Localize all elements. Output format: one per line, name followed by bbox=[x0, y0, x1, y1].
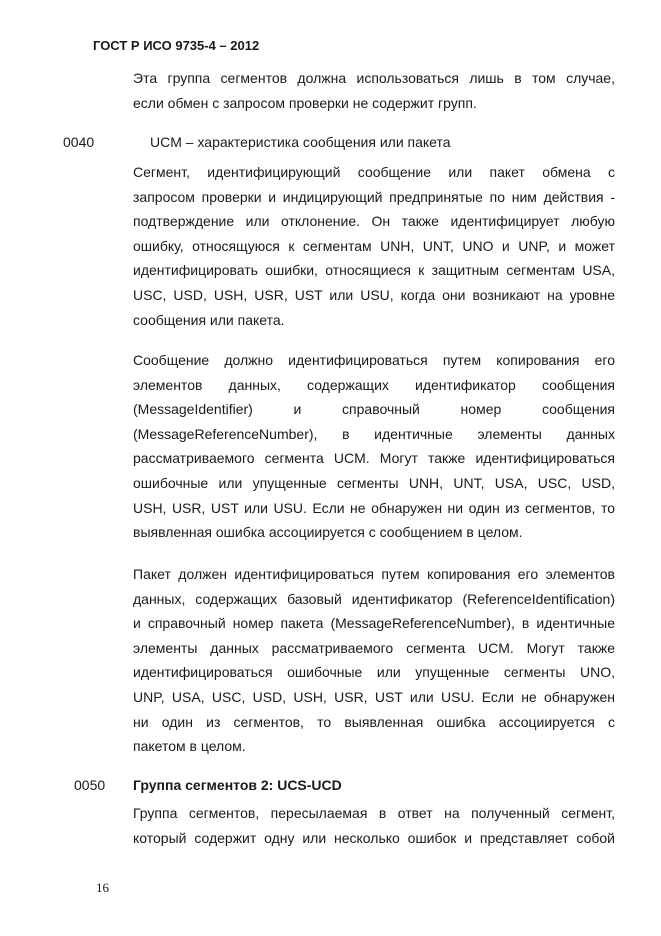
text-line: USC, USD, USH, USR, UST или USU, когда они возникают на уровне bbox=[133, 286, 615, 303]
text-line: сообщения или пакета. bbox=[133, 311, 285, 328]
text-line: идентифицировать ошибки, относящиеся к защитным сегментам USA, bbox=[133, 262, 615, 279]
text-line: идентифицироваться ошибочные или упущенные сегменты UNO, bbox=[133, 664, 615, 681]
text-line: Сообщение должно идентифицироваться путем копирования его bbox=[133, 352, 615, 368]
page-number: 16 bbox=[96, 880, 109, 895]
text-line: элементы данных рассматриваемого сегмента UCM. Могут также bbox=[133, 639, 615, 656]
text-line: UNP, USA, USC, USD, USH, USR, UST или USU. Если не обнаружен bbox=[133, 688, 615, 705]
text-line: который содержит одну или несколько ошибок и представляет собой bbox=[133, 829, 615, 846]
text-line: (MessageReferenceNumber), в идентичные элементы данных bbox=[133, 425, 615, 442]
text-line: выявленная ошибка ассоциируется с сообщением в целом. bbox=[133, 524, 523, 541]
section-0040-paragraph-1 bbox=[133, 160, 615, 332]
section-code-0050: 0050 bbox=[74, 777, 106, 793]
text-line: ошибочные или упущенные сегменты UNH, UNT, USA, USC, USD, bbox=[133, 474, 615, 491]
section-0050-paragraph-1 bbox=[133, 801, 615, 850]
text-line: элементов данных, содержащих идентификатор сообщения bbox=[133, 376, 615, 393]
text-line: ни один из сегментов, то выявленная ошибка ассоциируется с bbox=[133, 713, 615, 730]
section-0040-paragraph-2 bbox=[133, 348, 615, 545]
section-code-0040: 0040 bbox=[63, 134, 95, 150]
section-heading-0050: Группа сегментов 2: UCS-UCD bbox=[133, 777, 342, 793]
text-line: запросом проверки и индицирующий предпринятые по ним действия - bbox=[133, 188, 615, 205]
section-0040-paragraph-3 bbox=[133, 562, 615, 759]
section-heading-0040: UCM – характеристика сообщения или пакета bbox=[150, 134, 451, 150]
text-line: если обмен с запросом проверки не содержит групп. bbox=[133, 94, 477, 111]
text-line: Группа сегментов, пересылаемая в ответ на полученный сегмент, bbox=[133, 805, 615, 821]
text-line: Эта группа сегментов должна использоваться лишь в том случае, bbox=[133, 70, 615, 86]
text-line: подтверждение или отклонение. Он также идентифицирует любую bbox=[133, 213, 615, 230]
text-line: рассматриваемого сегмента UCM. Могут также идентифицироваться bbox=[133, 450, 615, 467]
text-line: Сегмент, идентифицирующий сообщение или пакет обмена с bbox=[133, 164, 615, 180]
text-line: данных, содержащих базовый идентификатор (ReferenceIdentification) bbox=[133, 590, 615, 607]
text-line: пакетом в целом. bbox=[133, 738, 246, 755]
text-line: и справочный номер пакета (MessageReferenceNumber), в идентичные bbox=[133, 615, 615, 632]
document-header: ГОСТ Р ИСО 9735-4 – 2012 bbox=[93, 38, 260, 53]
text-line: (MessageIdentifier) и справочный номер сообщения bbox=[133, 401, 615, 418]
intro-paragraph bbox=[133, 66, 615, 115]
text-line: USH, USR, UST или USU. Если не обнаружен ни один из сегментов, то bbox=[133, 499, 615, 516]
text-line: Пакет должен идентифицироваться путем копирования его элементов bbox=[133, 566, 615, 582]
text-line: ошибку, относящуюся к сегментам UNH, UNT, UNO и UNP, и может bbox=[133, 237, 615, 254]
